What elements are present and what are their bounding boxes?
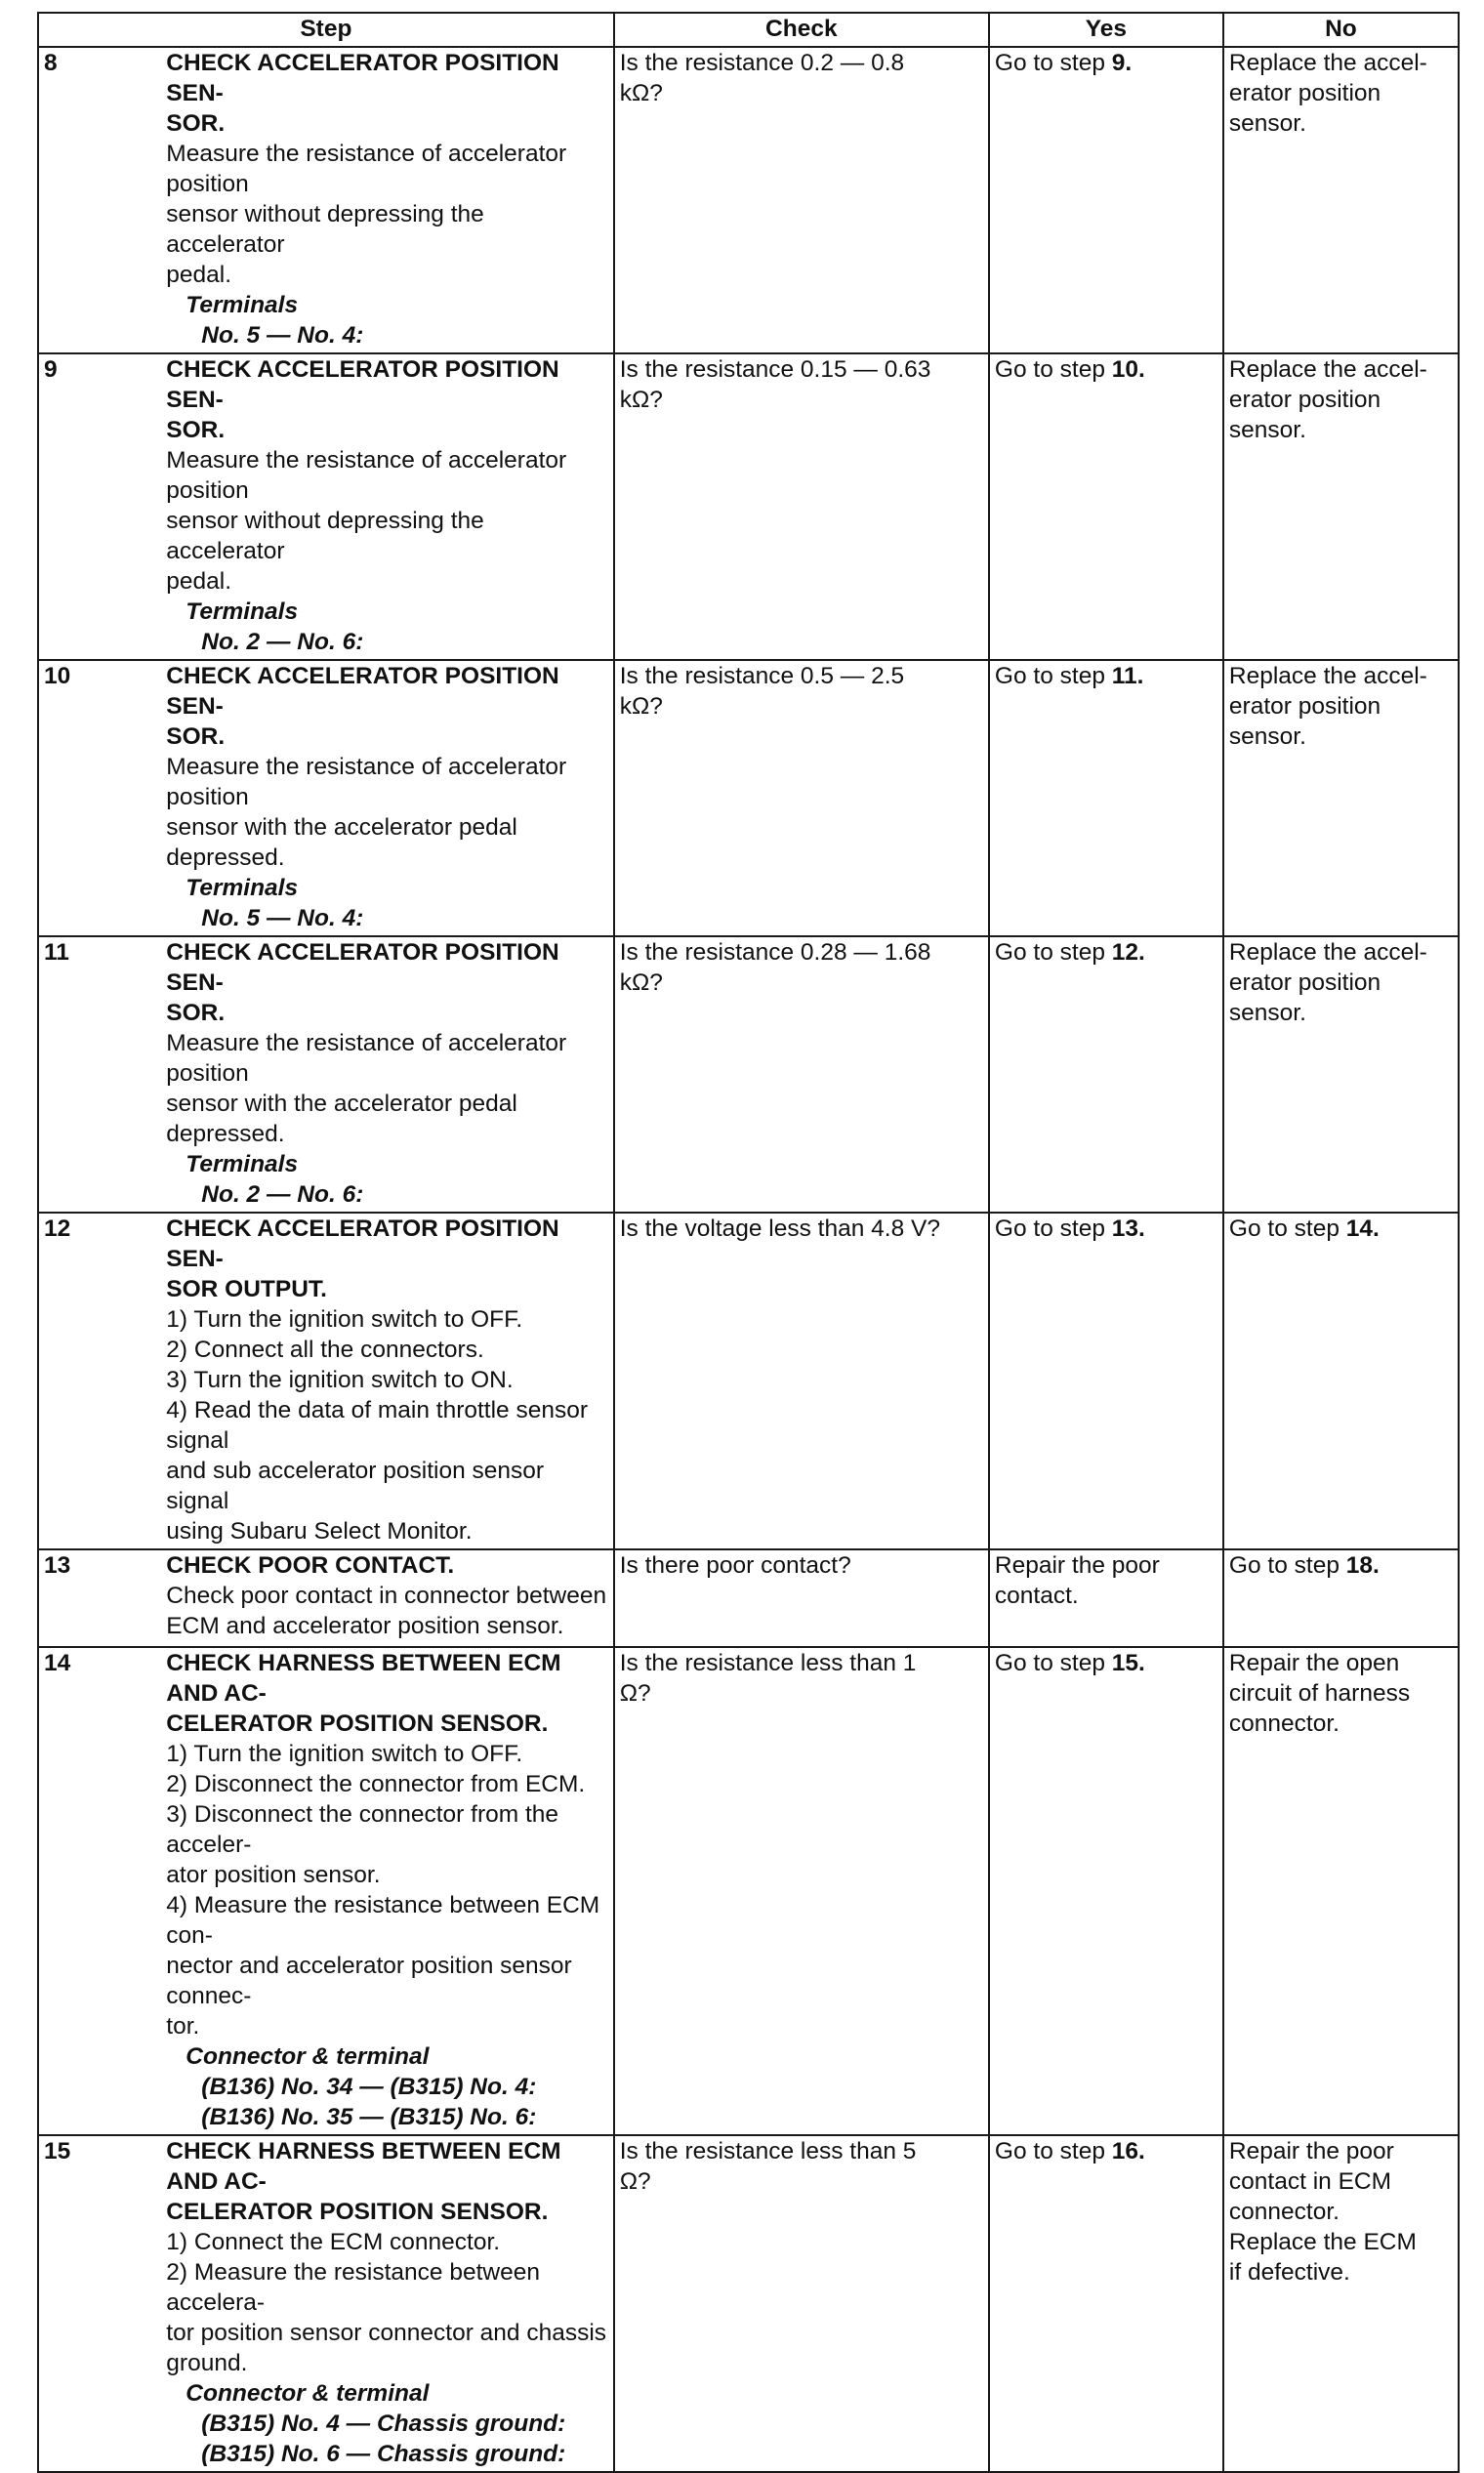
terminal-spec: Connector & terminal bbox=[186, 2043, 430, 2070]
step-instruction: tor. bbox=[166, 2013, 200, 2040]
yes-cell bbox=[989, 47, 1223, 353]
check-line: Is the voltage less than 4.8 V? bbox=[619, 1216, 940, 1242]
yes-text: Go to step bbox=[994, 663, 1112, 689]
step-title: CHECK HARNESS BETWEEN ECM AND AC- bbox=[166, 1650, 561, 1707]
no-line: sensor. bbox=[1228, 1000, 1306, 1026]
terminal-spec: No. 5 — No. 4: bbox=[201, 322, 364, 349]
yes-text: Go to step bbox=[994, 1650, 1112, 1676]
table-row bbox=[38, 1213, 1459, 1549]
yes-cell bbox=[989, 2135, 1223, 2472]
no-text: Go to step bbox=[1228, 1216, 1346, 1242]
step-title: CHECK ACCELERATOR POSITION SEN- bbox=[166, 663, 559, 720]
step-instruction: 3) Disconnect the connector from the acceler- bbox=[166, 1801, 559, 1858]
yes-cell bbox=[989, 1647, 1223, 2135]
no-line: sensor. bbox=[1228, 723, 1306, 750]
step-reference: 15. bbox=[1111, 1650, 1145, 1676]
check-cell bbox=[614, 2135, 989, 2472]
step-description bbox=[166, 936, 613, 1213]
no-line: connector. bbox=[1228, 1710, 1340, 1737]
yes-cell bbox=[989, 936, 1223, 1213]
check-line: Is the resistance 0.15 — 0.63 bbox=[619, 356, 931, 383]
step-description bbox=[166, 353, 613, 660]
step-title: SOR OUTPUT. bbox=[166, 1276, 327, 1302]
step-instruction: sensor without depressing the accelerator bbox=[166, 201, 484, 258]
step-reference: 10. bbox=[1111, 356, 1145, 383]
step-number: 10 bbox=[38, 660, 166, 936]
no-line: sensor. bbox=[1228, 110, 1306, 137]
step-title: CHECK POOR CONTACT. bbox=[166, 1552, 455, 1579]
terminal-spec: Connector & terminal bbox=[186, 2380, 430, 2407]
no-line: Replace the accel- bbox=[1228, 939, 1427, 966]
terminal-spec: (B315) No. 4 — Chassis ground: bbox=[201, 2411, 566, 2437]
check-cell bbox=[614, 660, 989, 936]
header-row bbox=[38, 13, 1459, 47]
step-instruction: sensor without depressing the accelerator bbox=[166, 508, 484, 564]
yes-line: Repair the poor bbox=[994, 1552, 1160, 1579]
no-line: erator position bbox=[1228, 969, 1381, 996]
no-line bbox=[1229, 1214, 1453, 1244]
step-title: SOR. bbox=[166, 110, 226, 137]
table-row bbox=[38, 47, 1459, 353]
no-line: Repair the poor bbox=[1228, 2138, 1394, 2164]
check-line: Is there poor contact? bbox=[619, 1552, 851, 1579]
step-description bbox=[166, 660, 613, 936]
check-line: kΩ? bbox=[619, 80, 663, 106]
check-cell bbox=[614, 47, 989, 353]
no-cell bbox=[1223, 353, 1459, 660]
step-instruction: pedal. bbox=[166, 568, 232, 595]
step-reference: 16. bbox=[1111, 2138, 1145, 2164]
terminal-spec: No. 2 — No. 6: bbox=[201, 629, 364, 655]
step-instruction: tor position sensor connector and chassis bbox=[166, 2320, 607, 2346]
no-cell bbox=[1223, 936, 1459, 1213]
no-line: Replace the accel- bbox=[1228, 663, 1427, 689]
check-cell bbox=[614, 353, 989, 660]
table-row bbox=[38, 1549, 1459, 1647]
yes-cell bbox=[989, 353, 1223, 660]
check-line: Is the resistance 0.2 — 0.8 bbox=[619, 50, 905, 76]
yes-cell bbox=[989, 660, 1223, 936]
step-instruction: Measure the resistance of accelerator position bbox=[166, 141, 567, 197]
step-description bbox=[166, 47, 613, 353]
header-no: No bbox=[1223, 13, 1459, 47]
step-instruction: nector and accelerator position sensor connec- bbox=[166, 1953, 572, 2009]
table-row bbox=[38, 353, 1459, 660]
terminal-spec: (B315) No. 6 — Chassis ground: bbox=[201, 2441, 566, 2467]
step-reference: 9. bbox=[1111, 50, 1133, 76]
step-reference: 12. bbox=[1111, 939, 1145, 966]
terminal-spec: (B136) No. 35 — (B315) No. 6: bbox=[201, 2104, 537, 2130]
step-title: CHECK ACCELERATOR POSITION SEN- bbox=[166, 356, 559, 413]
step-instruction: sensor with the accelerator pedal depressed. bbox=[166, 1091, 517, 1147]
check-line: Ω? bbox=[619, 2168, 651, 2195]
step-instruction: ECM and accelerator position sensor. bbox=[166, 1613, 564, 1639]
step-title: SOR. bbox=[166, 417, 226, 443]
no-line: Repair the open bbox=[1228, 1650, 1400, 1676]
step-instruction: ground. bbox=[166, 2350, 248, 2376]
no-line bbox=[1229, 1550, 1453, 1581]
check-line: kΩ? bbox=[619, 693, 663, 720]
step-number: 15 bbox=[38, 2135, 166, 2472]
step-number: 9 bbox=[38, 353, 166, 660]
no-line: sensor. bbox=[1228, 417, 1306, 443]
step-instruction: 2) Disconnect the connector from ECM. bbox=[166, 1771, 586, 1797]
no-line: erator position bbox=[1228, 693, 1381, 720]
step-instruction: 1) Turn the ignition switch to OFF. bbox=[166, 1306, 523, 1333]
step-title: CHECK HARNESS BETWEEN ECM AND AC- bbox=[166, 2138, 561, 2195]
terminal-spec: No. 5 — No. 4: bbox=[201, 905, 364, 931]
check-cell bbox=[614, 1549, 989, 1647]
yes-cell bbox=[989, 1549, 1223, 1647]
step-instruction: 4) Read the data of main throttle sensor signal bbox=[166, 1397, 588, 1454]
terminal-spec: Terminals bbox=[186, 875, 299, 901]
step-title: SOR. bbox=[166, 1000, 226, 1026]
step-instruction: sensor with the accelerator pedal depressed. bbox=[166, 814, 517, 871]
yes-line bbox=[995, 2136, 1217, 2166]
yes-text: Go to step bbox=[994, 2138, 1112, 2164]
step-title: CHECK ACCELERATOR POSITION SEN- bbox=[166, 50, 559, 106]
step-instruction: 1) Connect the ECM connector. bbox=[166, 2229, 501, 2255]
check-cell bbox=[614, 1647, 989, 2135]
step-instruction: 2) Connect all the connectors. bbox=[166, 1337, 484, 1363]
step-instruction: pedal. bbox=[166, 262, 232, 288]
step-description bbox=[166, 1647, 613, 2135]
step-instruction: Measure the resistance of accelerator position bbox=[166, 447, 567, 504]
no-cell bbox=[1223, 47, 1459, 353]
check-cell bbox=[614, 936, 989, 1213]
no-line: connector. bbox=[1228, 2199, 1340, 2225]
step-instruction: 4) Measure the resistance between ECM con- bbox=[166, 1892, 600, 1949]
no-cell bbox=[1223, 1549, 1459, 1647]
table-row bbox=[38, 2135, 1459, 2472]
step-number: 13 bbox=[38, 1549, 166, 1647]
no-line: contact in ECM bbox=[1228, 2168, 1392, 2195]
no-line: circuit of harness bbox=[1228, 1680, 1411, 1707]
yes-line bbox=[995, 1214, 1217, 1244]
no-text: Go to step bbox=[1228, 1552, 1346, 1579]
no-cell bbox=[1223, 1213, 1459, 1549]
no-cell bbox=[1223, 660, 1459, 936]
diagnostic-table bbox=[37, 12, 1460, 2473]
no-line: Replace the accel- bbox=[1228, 356, 1427, 383]
step-title: SOR. bbox=[166, 723, 226, 750]
yes-text: Go to step bbox=[994, 356, 1112, 383]
no-cell bbox=[1223, 2135, 1459, 2472]
no-cell bbox=[1223, 1647, 1459, 2135]
header-step: Step bbox=[38, 13, 614, 47]
header-check: Check bbox=[614, 13, 989, 47]
no-line: erator position bbox=[1228, 80, 1381, 106]
table-row bbox=[38, 660, 1459, 936]
step-instruction: using Subaru Select Monitor. bbox=[166, 1518, 473, 1545]
step-title: CELERATOR POSITION SENSOR. bbox=[166, 1710, 549, 1737]
no-line: if defective. bbox=[1228, 2259, 1350, 2286]
step-instruction: Check poor contact in connector between bbox=[166, 1583, 607, 1609]
yes-line bbox=[995, 354, 1217, 385]
check-line: Is the resistance less than 5 bbox=[619, 2138, 917, 2164]
step-description bbox=[166, 1549, 613, 1647]
yes-text: Go to step bbox=[994, 939, 1112, 966]
yes-line: contact. bbox=[994, 1583, 1079, 1609]
yes-line bbox=[995, 661, 1217, 691]
check-line: Is the resistance less than 1 bbox=[619, 1650, 917, 1676]
yes-text: Go to step bbox=[994, 1216, 1112, 1242]
step-description bbox=[166, 1213, 613, 1549]
step-instruction: ator position sensor. bbox=[166, 1862, 381, 1888]
yes-cell bbox=[989, 1213, 1223, 1549]
step-instruction: 1) Turn the ignition switch to OFF. bbox=[166, 1741, 523, 1767]
step-title: CHECK ACCELERATOR POSITION SEN- bbox=[166, 939, 559, 996]
yes-line bbox=[995, 48, 1217, 78]
no-line: Replace the accel- bbox=[1228, 50, 1427, 76]
step-instruction: 3) Turn the ignition switch to ON. bbox=[166, 1367, 514, 1393]
terminal-spec: Terminals bbox=[186, 1151, 299, 1177]
step-instruction: 2) Measure the resistance between accelera- bbox=[166, 2259, 540, 2316]
table-row bbox=[38, 936, 1459, 1213]
step-number: 11 bbox=[38, 936, 166, 1213]
no-line: Replace the ECM bbox=[1228, 2229, 1417, 2255]
terminal-spec: Terminals bbox=[186, 598, 299, 625]
header-yes: Yes bbox=[989, 13, 1223, 47]
yes-line bbox=[995, 1648, 1217, 1678]
step-reference: 18. bbox=[1345, 1552, 1380, 1579]
terminal-spec: (B136) No. 34 — (B315) No. 4: bbox=[201, 2074, 537, 2100]
step-title: CELERATOR POSITION SENSOR. bbox=[166, 2199, 549, 2225]
check-line: kΩ? bbox=[619, 969, 663, 996]
table-row bbox=[38, 1647, 1459, 2135]
step-instruction: and sub accelerator position sensor signal bbox=[166, 1458, 545, 1514]
terminal-spec: No. 2 — No. 6: bbox=[201, 1181, 364, 1208]
yes-text: Go to step bbox=[994, 50, 1112, 76]
check-line: Is the resistance 0.28 — 1.68 bbox=[619, 939, 931, 966]
check-line: kΩ? bbox=[619, 387, 663, 413]
step-reference: 14. bbox=[1345, 1216, 1380, 1242]
step-instruction: Measure the resistance of accelerator position bbox=[166, 1030, 567, 1087]
check-line: Is the resistance 0.5 — 2.5 bbox=[619, 663, 905, 689]
terminal-spec: Terminals bbox=[186, 292, 299, 318]
step-title: CHECK ACCELERATOR POSITION SEN- bbox=[166, 1216, 559, 1272]
step-reference: 13. bbox=[1111, 1216, 1145, 1242]
step-number: 12 bbox=[38, 1213, 166, 1549]
check-line: Ω? bbox=[619, 1680, 651, 1707]
yes-line bbox=[995, 937, 1217, 968]
step-number: 14 bbox=[38, 1647, 166, 2135]
step-description bbox=[166, 2135, 613, 2472]
no-line: erator position bbox=[1228, 387, 1381, 413]
step-instruction: Measure the resistance of accelerator position bbox=[166, 754, 567, 810]
check-cell bbox=[614, 1213, 989, 1549]
step-number: 8 bbox=[38, 47, 166, 353]
step-reference: 11. bbox=[1111, 663, 1144, 689]
